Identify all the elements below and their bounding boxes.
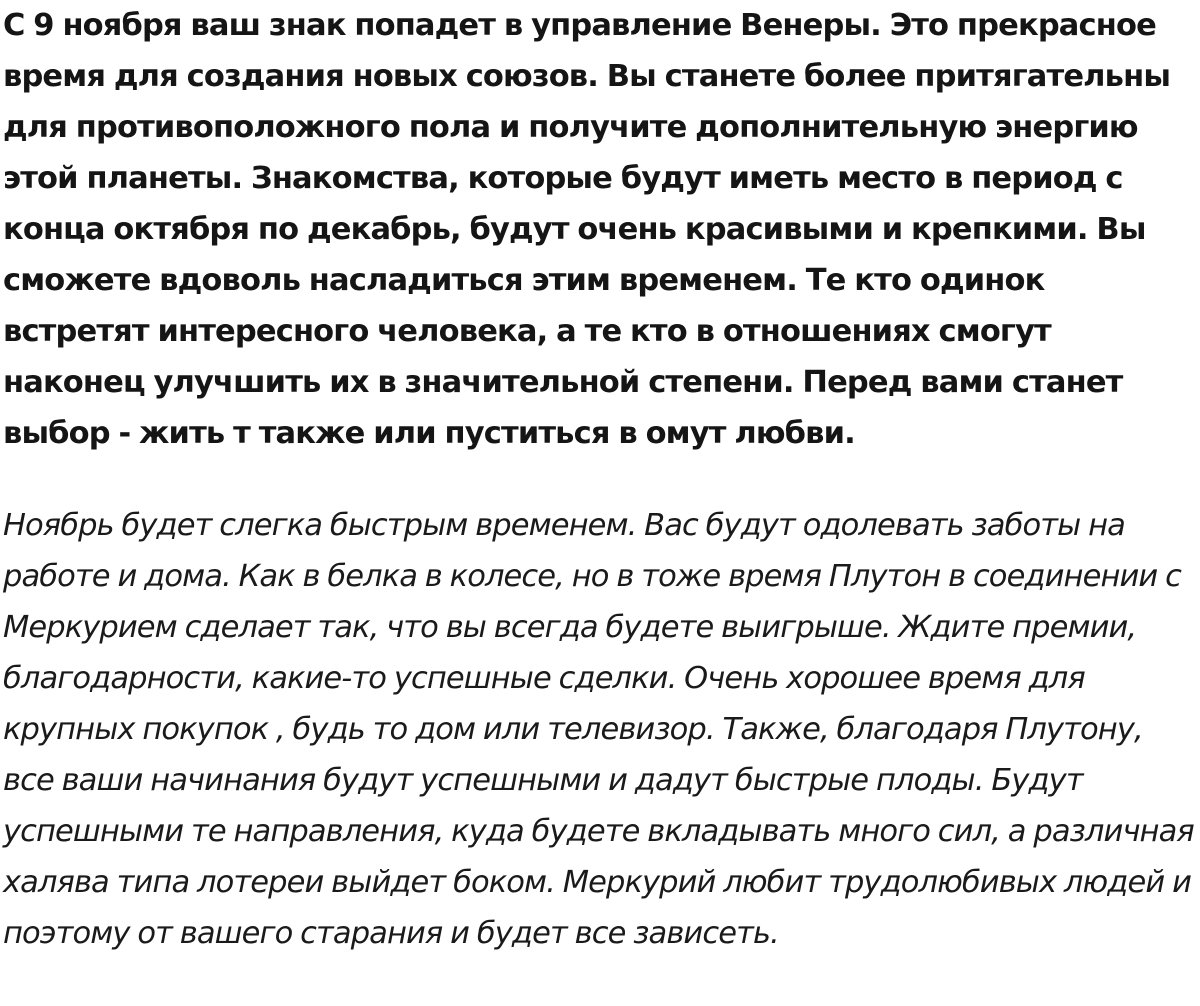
forecast-paragraph-november: Ноябрь будет слегка быстрым временем. Вас будут одолевать заботы на работе и дома. Как в белка в колесе, но в тоже время Плутон в соединении с Меркурием сделает так, что вы всегда будете выигрыше. Ждите премии, благодарности, какие-то успешные сделки. Очень хорошее время для крупных покупок , будь то дом или телевизор. Также, благодаря Плутону, все ваши начинания будут успешными и дадут быстрые плоды. Будут успешными те направления, куда будете вкладывать много сил, а различная халява типа лотереи выйдет боком. Меркурий любит трудолюбивых людей и поэтому от вашего старания и будет все зависеть.	[3, 508, 1194, 951]
forecast-paragraph-venus: С 9 ноября ваш знак попадет в управление Венеры. Это прекрасное время для создания новых союзов. Вы станете более притягательны для противоположного пола и получите дополнительную энергию этой планеты. Знакомства, которые будут иметь место в период с конца октября по декабрь, будут очень красивыми и крепкими. Вы сможете вдоволь насладиться этим временем. Те кто одинок встретят интересного человека, а те кто в отношениях смогут наконец улучшить их в значительной степени. Перед вами станет выбор - жить т также или пуститься в омут любви.	[3, 8, 1171, 451]
article-body	[3, 0, 1197, 959]
